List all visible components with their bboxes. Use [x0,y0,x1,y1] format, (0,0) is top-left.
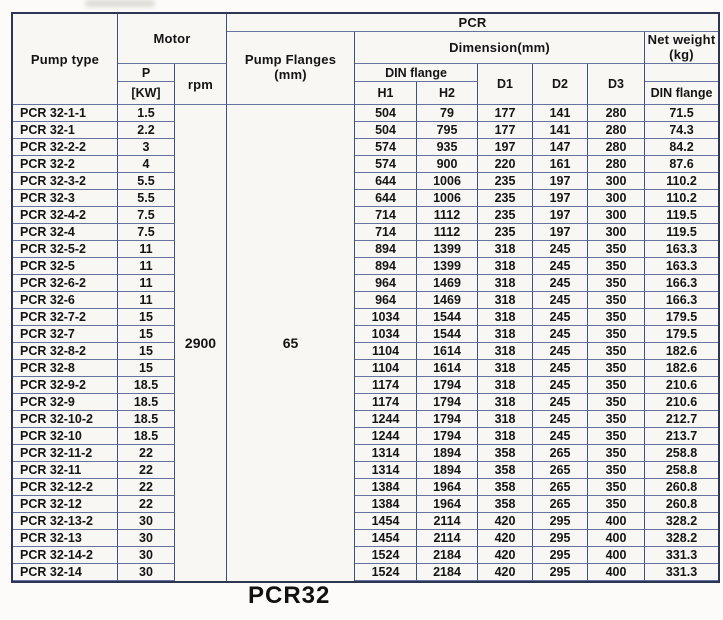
d1-cell: 197 [478,139,533,156]
d3-cell: 280 [588,122,645,139]
h1-cell: 1174 [355,377,417,394]
d2-cell: 245 [533,428,588,445]
pump-type-cell: PCR 32-13 [13,530,118,547]
pump-type-cell: PCR 32-10-2 [13,411,118,428]
d1-cell: 235 [478,190,533,207]
d1-cell: 318 [478,360,533,377]
d1-cell: 318 [478,275,533,292]
d1-cell: 177 [478,122,533,139]
power-kw-cell: 1.5 [118,105,175,122]
h1-cell: 1104 [355,343,417,360]
power-kw-cell: 15 [118,326,175,343]
header-pump-type: Pump type [13,14,118,105]
power-kw-cell: 30 [118,564,175,581]
d2-cell: 265 [533,496,588,513]
h2-cell: 1006 [417,173,478,190]
d3-cell: 350 [588,411,645,428]
pump-type-cell: PCR 32-6 [13,292,118,309]
h2-cell: 1399 [417,258,478,275]
d2-cell: 295 [533,530,588,547]
d1-cell: 318 [478,241,533,258]
header-net-din-flange: DIN flange [645,82,718,105]
h1-cell: 964 [355,275,417,292]
d3-cell: 350 [588,343,645,360]
d3-cell: 350 [588,394,645,411]
h1-cell: 1454 [355,513,417,530]
d3-cell: 350 [588,275,645,292]
pump-type-cell: PCR 32-11 [13,462,118,479]
h1-cell: 964 [355,292,417,309]
d2-cell: 245 [533,411,588,428]
pump-type-cell: PCR 32-4 [13,224,118,241]
h1-cell: 1384 [355,496,417,513]
d1-cell: 235 [478,173,533,190]
h1-cell: 1314 [355,445,417,462]
net-weight-cell: 260.8 [645,496,718,513]
h2-cell: 795 [417,122,478,139]
h2-cell: 1894 [417,462,478,479]
power-kw-cell: 2.2 [118,122,175,139]
power-kw-cell: 15 [118,360,175,377]
net-weight-cell: 331.3 [645,564,718,581]
d3-cell: 280 [588,156,645,173]
h2-cell: 1894 [417,445,478,462]
net-weight-cell: 87.6 [645,156,718,173]
h2-cell: 1794 [417,411,478,428]
d3-cell: 350 [588,292,645,309]
d2-cell: 141 [533,122,588,139]
d1-cell: 318 [478,258,533,275]
d2-cell: 147 [533,139,588,156]
d2-cell: 197 [533,173,588,190]
d3-cell: 350 [588,377,645,394]
h1-cell: 574 [355,139,417,156]
d3-cell: 350 [588,309,645,326]
net-weight-cell: 71.5 [645,105,718,122]
pump-type-cell: PCR 32-9-2 [13,377,118,394]
header-h1: H1 [355,82,417,105]
power-kw-cell: 11 [118,241,175,258]
header-p-unit: [KW] [118,82,175,105]
h1-cell: 1034 [355,326,417,343]
power-kw-cell: 18.5 [118,411,175,428]
pump-type-cell: PCR 32-7 [13,326,118,343]
d3-cell: 300 [588,224,645,241]
power-kw-cell: 18.5 [118,377,175,394]
d1-cell: 220 [478,156,533,173]
pump-type-cell: PCR 32-2 [13,156,118,173]
h2-cell: 1614 [417,360,478,377]
header-net-weight [645,32,718,64]
header-pcr: PCR [227,14,718,32]
pump-type-cell: PCR 32-4-2 [13,207,118,224]
net-weight-cell: 119.5 [645,207,718,224]
pump-type-cell: PCR 32-7-2 [13,309,118,326]
pump-type-cell: PCR 32-12 [13,496,118,513]
header-h2: H2 [417,82,478,105]
d1-cell: 420 [478,564,533,581]
power-kw-cell: 7.5 [118,207,175,224]
d3-cell: 350 [588,241,645,258]
d1-cell: 358 [478,479,533,496]
d3-cell: 350 [588,462,645,479]
h2-cell: 79 [417,105,478,122]
header-d1: D1 [478,64,533,105]
pump-type-cell: PCR 32-8 [13,360,118,377]
pump-type-cell: PCR 32-3 [13,190,118,207]
h1-cell: 1244 [355,428,417,445]
header-p: P [118,64,175,82]
power-kw-cell: 30 [118,530,175,547]
d3-cell: 300 [588,207,645,224]
h1-cell: 504 [355,122,417,139]
h1-cell: 894 [355,241,417,258]
power-kw-cell: 22 [118,479,175,496]
spec-table-grid [13,14,718,581]
h2-cell: 1112 [417,207,478,224]
d3-cell: 400 [588,564,645,581]
d3-cell: 400 [588,513,645,530]
h2-cell: 1614 [417,343,478,360]
d3-cell: 350 [588,428,645,445]
d1-cell: 318 [478,309,533,326]
power-kw-cell: 22 [118,445,175,462]
h1-cell: 1104 [355,360,417,377]
h2-cell: 935 [417,139,478,156]
net-weight-cell: 258.8 [645,462,718,479]
h1-cell: 1314 [355,462,417,479]
h2-cell: 2114 [417,513,478,530]
header-d3: D3 [588,64,645,105]
d2-cell: 141 [533,105,588,122]
d3-cell: 300 [588,190,645,207]
h1-cell: 714 [355,224,417,241]
h1-cell: 504 [355,105,417,122]
power-kw-cell: 11 [118,258,175,275]
flange-value-cell: 65 [227,105,355,581]
net-weight-cell: 163.3 [645,258,718,275]
d1-cell: 318 [478,343,533,360]
d2-cell: 245 [533,377,588,394]
pump-type-cell: PCR 32-5 [13,258,118,275]
header-net-weight-line1: Net weight [647,32,716,47]
d2-cell: 265 [533,479,588,496]
h1-cell: 1384 [355,479,417,496]
d1-cell: 358 [478,496,533,513]
power-kw-cell: 7.5 [118,224,175,241]
d1-cell: 235 [478,207,533,224]
pump-type-cell: PCR 32-13-2 [13,513,118,530]
d1-cell: 420 [478,547,533,564]
h2-cell: 1544 [417,326,478,343]
power-kw-cell: 4 [118,156,175,173]
power-kw-cell: 5.5 [118,190,175,207]
power-kw-cell: 22 [118,462,175,479]
net-weight-cell: 258.8 [645,445,718,462]
net-weight-cell: 210.6 [645,394,718,411]
d3-cell: 280 [588,105,645,122]
h1-cell: 1524 [355,564,417,581]
d1-cell: 420 [478,530,533,547]
h1-cell: 894 [355,258,417,275]
net-weight-cell: 166.3 [645,275,718,292]
net-weight-cell: 84.2 [645,139,718,156]
h2-cell: 1469 [417,275,478,292]
header-din-flange: DIN flange [355,64,478,82]
d1-cell: 358 [478,462,533,479]
d2-cell: 245 [533,309,588,326]
net-weight-cell: 74.3 [645,122,718,139]
net-weight-cell: 182.6 [645,343,718,360]
d1-cell: 318 [478,394,533,411]
header-net-weight-line2: (kg) [669,46,694,62]
pump-type-cell: PCR 32-6-2 [13,275,118,292]
d2-cell: 245 [533,292,588,309]
net-weight-cell: 260.8 [645,479,718,496]
power-kw-cell: 3 [118,139,175,156]
net-weight-cell: 110.2 [645,190,718,207]
d1-cell: 318 [478,292,533,309]
net-weight-cell: 213.7 [645,428,718,445]
header-pump-flanges [227,32,355,105]
power-kw-cell: 15 [118,343,175,360]
pump-type-cell: PCR 32-8-2 [13,343,118,360]
d2-cell: 295 [533,513,588,530]
h1-cell: 1524 [355,547,417,564]
pump-type-cell: PCR 32-10 [13,428,118,445]
h2-cell: 1006 [417,190,478,207]
power-kw-cell: 18.5 [118,394,175,411]
d1-cell: 358 [478,445,533,462]
pump-type-cell: PCR 32-11-2 [13,445,118,462]
h2-cell: 1794 [417,377,478,394]
d1-cell: 420 [478,513,533,530]
net-weight-cell: 179.5 [645,326,718,343]
d1-cell: 318 [478,411,533,428]
header-pump-flanges-line2: (mm) [274,67,307,82]
net-weight-cell: 328.2 [645,513,718,530]
header-dimension: Dimension(mm) [355,32,645,64]
d2-cell: 245 [533,394,588,411]
d1-cell: 235 [478,224,533,241]
h2-cell: 1964 [417,479,478,496]
d2-cell: 197 [533,207,588,224]
h2-cell: 1794 [417,428,478,445]
spec-table [11,12,720,583]
net-weight-cell: 328.2 [645,530,718,547]
h1-cell: 1454 [355,530,417,547]
h2-cell: 1399 [417,241,478,258]
d2-cell: 245 [533,258,588,275]
d2-cell: 197 [533,190,588,207]
scan-artifact [85,0,155,7]
pump-type-cell: PCR 32-2-2 [13,139,118,156]
d2-cell: 245 [533,241,588,258]
d3-cell: 350 [588,360,645,377]
d2-cell: 245 [533,343,588,360]
pump-type-cell: PCR 32-5-2 [13,241,118,258]
h1-cell: 644 [355,190,417,207]
h2-cell: 1469 [417,292,478,309]
d3-cell: 350 [588,326,645,343]
power-kw-cell: 11 [118,292,175,309]
d1-cell: 318 [478,428,533,445]
d3-cell: 280 [588,139,645,156]
h2-cell: 2184 [417,564,478,581]
rpm-value-cell: 2900 [175,105,227,581]
d3-cell: 400 [588,530,645,547]
h1-cell: 1034 [355,309,417,326]
net-weight-cell: 179.5 [645,309,718,326]
net-weight-cell: 182.6 [645,360,718,377]
h1-cell: 1174 [355,394,417,411]
net-weight-cell: 331.3 [645,547,718,564]
power-kw-cell: 30 [118,513,175,530]
net-weight-cell: 110.2 [645,173,718,190]
d2-cell: 245 [533,360,588,377]
power-kw-cell: 30 [118,547,175,564]
power-kw-cell: 22 [118,496,175,513]
pump-type-cell: PCR 32-3-2 [13,173,118,190]
header-net-weight-spacer [645,64,718,82]
d2-cell: 245 [533,275,588,292]
h2-cell: 1794 [417,394,478,411]
net-weight-cell: 212.7 [645,411,718,428]
d1-cell: 177 [478,105,533,122]
pump-type-cell: PCR 32-1 [13,122,118,139]
d2-cell: 265 [533,462,588,479]
pump-type-cell: PCR 32-1-1 [13,105,118,122]
power-kw-cell: 18.5 [118,428,175,445]
d2-cell: 295 [533,564,588,581]
net-weight-cell: 166.3 [645,292,718,309]
header-pump-flanges-line1: Pump Flanges [244,52,337,68]
header-motor: Motor [118,14,227,64]
d1-cell: 318 [478,377,533,394]
d3-cell: 350 [588,258,645,275]
d3-cell: 300 [588,173,645,190]
d3-cell: 350 [588,496,645,513]
pump-type-cell: PCR 32-14 [13,564,118,581]
d3-cell: 400 [588,547,645,564]
power-kw-cell: 5.5 [118,173,175,190]
header-d2: D2 [533,64,588,105]
h1-cell: 714 [355,207,417,224]
h2-cell: 1544 [417,309,478,326]
d3-cell: 350 [588,479,645,496]
h1-cell: 644 [355,173,417,190]
net-weight-cell: 119.5 [645,224,718,241]
net-weight-cell: 163.3 [645,241,718,258]
h1-cell: 1244 [355,411,417,428]
net-weight-cell: 210.6 [645,377,718,394]
pump-type-cell: PCR 32-9 [13,394,118,411]
power-kw-cell: 11 [118,275,175,292]
d2-cell: 161 [533,156,588,173]
d1-cell: 318 [478,326,533,343]
h2-cell: 1112 [417,224,478,241]
pump-type-cell: PCR 32-12-2 [13,479,118,496]
d2-cell: 295 [533,547,588,564]
h1-cell: 574 [355,156,417,173]
d3-cell: 350 [588,445,645,462]
pump-type-cell: PCR 32-14-2 [13,547,118,564]
d2-cell: 197 [533,224,588,241]
table-caption: PCR32 [248,582,331,609]
h2-cell: 900 [417,156,478,173]
h2-cell: 1964 [417,496,478,513]
d2-cell: 245 [533,326,588,343]
h2-cell: 2184 [417,547,478,564]
header-rpm: rpm [175,64,227,105]
power-kw-cell: 15 [118,309,175,326]
h2-cell: 2114 [417,530,478,547]
d2-cell: 265 [533,445,588,462]
